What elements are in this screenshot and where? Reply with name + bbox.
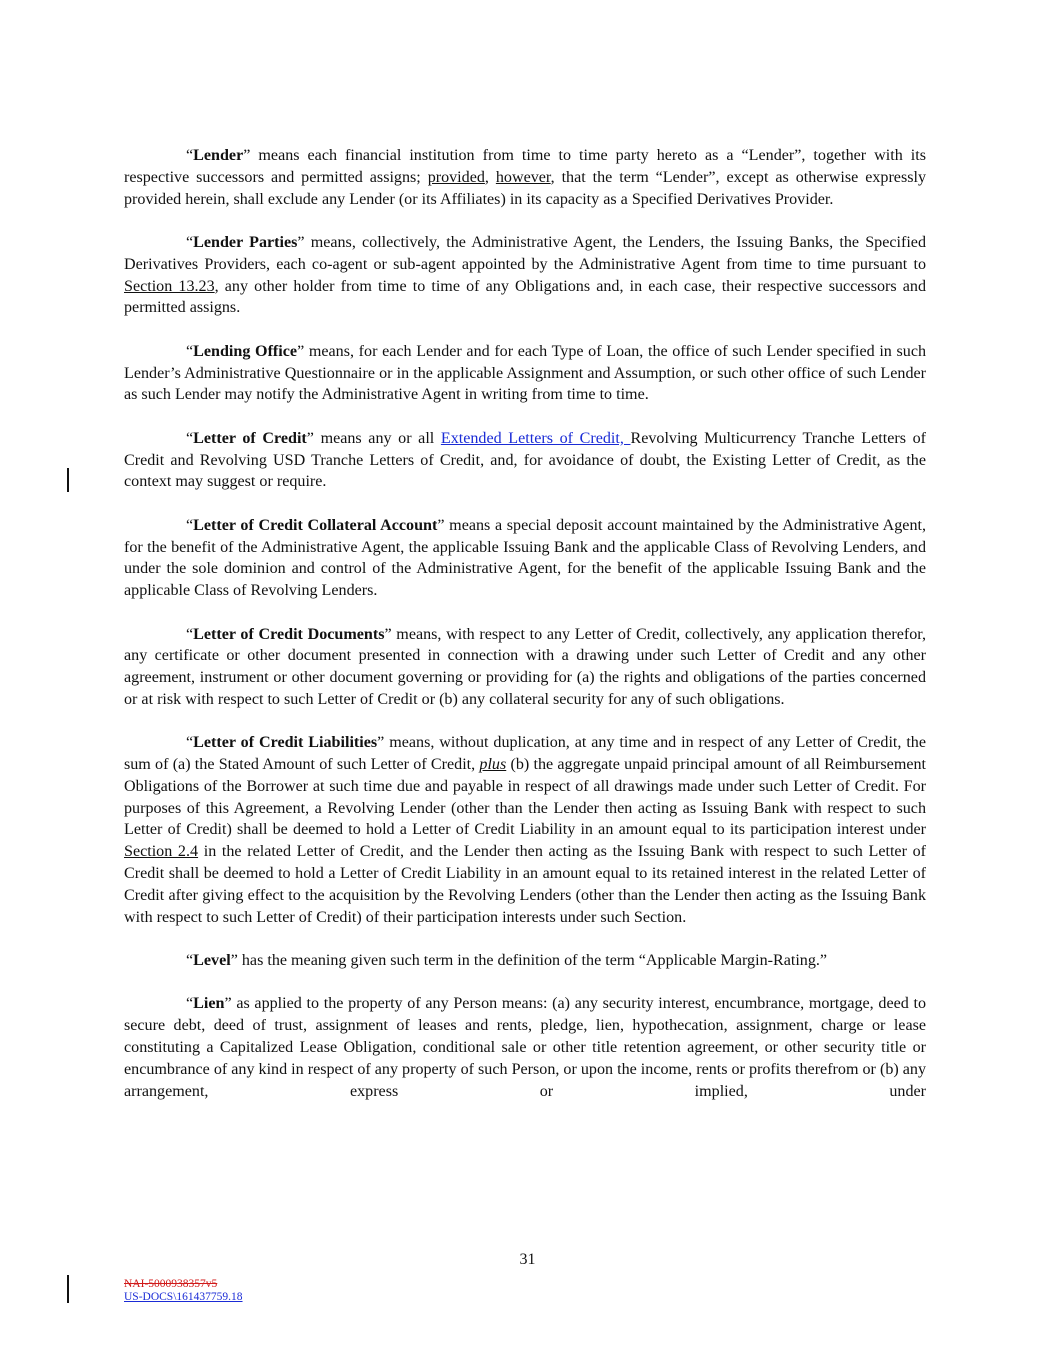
definition-lien: “Lien” as applied to the property of any Person means: (a) any security interest, encumbrance, mortgage, deed to secure debt, deed of trust, assignment of leases and rents, pledge, lien, hypothecation, assignment, charge or lease constituting a Capitalized Lease Obligation, conditional sale or other title retention agreement, or other security title or encumbrance of any kind in respect of any property of such Person, or upon the income, rents or profits therefrom or (b) any arrangement, express or implied, under bbox=[124, 995, 926, 1100]
definition-lender-parties: “Lender Parties” means, collectively, the Administrative Agent, the Lenders, the Issuing Banks, the Specified Derivatives Providers, each co-agent or sub-agent appointed by the Administrative Agent from time to time pursuant to Section 13.23, any other holder from time to time of any Obligations and, in each case, their respective successors and permitted assigns. bbox=[124, 233, 927, 317]
however-emphasis: however bbox=[495, 168, 551, 186]
term-lending-office: Lending Office bbox=[193, 342, 298, 360]
inserted-doc-id: US-DOCS\161437759.18 bbox=[124, 1290, 243, 1303]
plus-emphasis: plus bbox=[479, 756, 507, 774]
term-loc-collateral-account: Letter of Credit Collateral Account bbox=[193, 516, 438, 534]
section-reference: Section 13.23 bbox=[124, 277, 215, 295]
definition-loc-collateral-account: “Letter of Credit Collateral Account” means a special deposit account maintained by the Administrative Agent, for the benefit of the Administrative Agent, the applicable Issuing Bank and the applicable Class of Revolving Lenders, and under the sole dominion and control of the Administrative Agent, for the benefit of the applicable Issuing Bank and the applicable Class of Revolving Lenders. bbox=[124, 516, 926, 600]
term-lender: Lender bbox=[193, 147, 244, 164]
change-bar bbox=[67, 468, 69, 492]
document-body bbox=[124, 145, 926, 1124]
term-lender-parties: Lender Parties bbox=[193, 233, 298, 251]
term-lien: Lien bbox=[193, 995, 225, 1013]
term-loc-liabilities: Letter of Credit Liabilities bbox=[193, 734, 378, 752]
definition-lender: “Lender” means each financial institution from time to time party hereto as a “Lender”, together with its respective successors and permitted assigns; provided, however, that the term “Lender”, except as otherwise expressly provided herein, shall exclude any Lender (or its Affiliates) in its capacity as a Specified Derivatives Provider. bbox=[124, 147, 926, 208]
definition-level: “Level” has the meaning given such term in the definition of the term “Applicable Margin-Rating.” bbox=[186, 952, 828, 970]
term-level: Level bbox=[193, 952, 231, 970]
term-loc-documents: Letter of Credit Documents bbox=[193, 625, 385, 643]
term-letter-of-credit: Letter of Credit bbox=[193, 429, 307, 447]
definition-loc-documents: “Letter of Credit Documents” means, with respect to any Letter of Credit, collectively, any application therefor, any certificate or other document presented in connection with a drawing under such Letter of Credit and any other agreement, instrument or other document governing or providing for (a) the rights and obligations of the parties concerned or at risk with respect to such Letter of Credit or (b) any collateral security for any of such obligations. bbox=[124, 625, 926, 708]
change-bar bbox=[67, 1275, 69, 1303]
definition-lending-office: “Lending Office” means, for each Lender and for each Type of Loan, the office of such Lender specified in such Lender’s Administrative Questionnaire or in the applicable Assignment and Assumption, or such other office of such Lender as such Lender may notify the Administrative Agent in writing from time to time. bbox=[124, 342, 927, 404]
provided-emphasis: provided bbox=[427, 168, 485, 186]
definition-loc-liabilities: “Letter of Credit Liabilities” means, without duplication, at any time and in respect of any Letter of Credit, the sum of (a) the Stated Amount of such Letter of Credit, plus (b) the aggregate unpaid principal amount of all Reimbursement Obligations of the Borrower at such time due and payable in respect of all drawings made under such Letter of Credit. For purposes of this Agreement, a Revolving Lender (other than the Lender then acting as Issuing Bank with respect to such Letter of Credit) shall be deemed to hold a Letter of Credit Liability in an amount equal to its participation interest under Section 2.4 in the related Letter of Credit, and the Lender then acting as the Issuing Bank with respect to such Letter of Credit shall be deemed to hold a Letter of Credit Liability in an amount equal to its retained interest in the related Letter of Credit after giving effect to the acquisition by the Revolving Lenders (other than the Lender then acting as the Issuing Bank with respect to such Letter of Credit) of their participation interests under such Section. bbox=[124, 734, 926, 926]
definition-letter-of-credit: “Letter of Credit” means any or all Extended Letters of Credit, Revolving Multicurrency Tranche Letters of Credit and Revolving USD Tranche Letters of Credit, and, for avoidance of doubt, the Existing Letter of Credit, as the context may suggest or require. bbox=[124, 429, 927, 491]
page-number: 31 bbox=[519, 1251, 536, 1268]
deleted-doc-id: NAI-5000938357v5 bbox=[124, 1278, 218, 1290]
inserted-text: Extended Letters of Credit, bbox=[440, 429, 631, 447]
document-id-footer bbox=[124, 1278, 243, 1303]
section-reference: Section 2.4 bbox=[124, 843, 199, 861]
